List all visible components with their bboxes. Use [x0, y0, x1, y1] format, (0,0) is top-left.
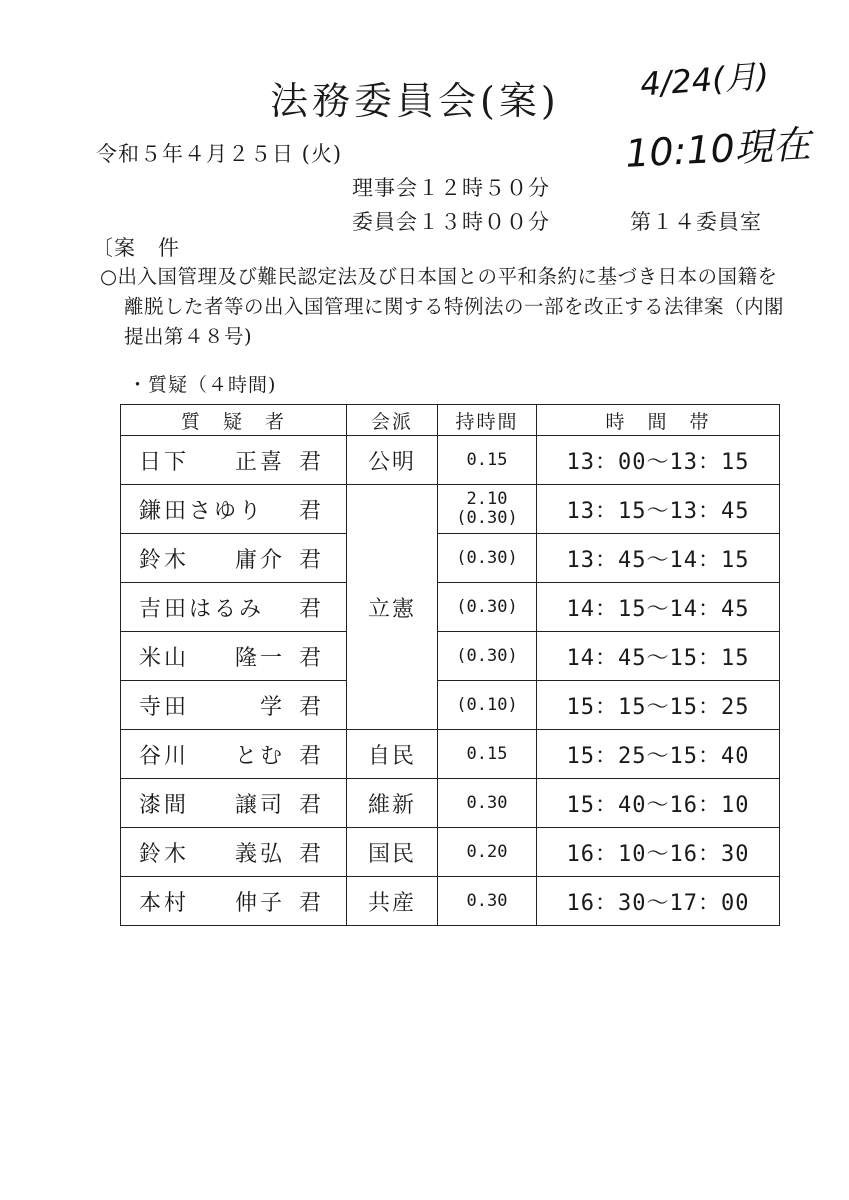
board-meeting-time: 理事会１２時５０分: [352, 176, 550, 200]
questioner-surname: 本村: [139, 890, 190, 916]
table-row: [121, 730, 780, 779]
questioner-surname: 米山: [139, 645, 190, 671]
table-row: [121, 485, 780, 534]
questioner-given-name: 庸介: [234, 547, 285, 573]
questioner-name: [121, 681, 347, 730]
questioner-name: [121, 730, 347, 779]
time-slot: 13：15～13：45: [537, 485, 780, 534]
table-row: [121, 828, 780, 877]
time-slot: 15：15～15：25: [537, 681, 780, 730]
meeting-date: 令和５年４月２５日 (火): [96, 142, 343, 166]
party-cell: 立憲: [347, 485, 438, 730]
honorific-suffix: 君: [298, 743, 324, 769]
questioner-name: [121, 583, 347, 632]
table-row: [121, 779, 780, 828]
allotted-time: [438, 877, 537, 926]
questioner-name: [121, 632, 347, 681]
allotted-time-value: (0.30): [456, 547, 518, 568]
table-row: [121, 877, 780, 926]
questioner-surname: 寺田: [139, 694, 190, 720]
header-allotted-time: 持時間: [438, 405, 537, 436]
party-cell: 公明: [347, 436, 438, 485]
allotted-time: [438, 632, 537, 681]
table-row: [121, 436, 780, 485]
questioner-name: [121, 828, 347, 877]
table-row: [121, 534, 780, 583]
allotted-time-value: 0.15: [466, 449, 508, 470]
party-cell: 自民: [347, 730, 438, 779]
honorific-suffix: 君: [298, 449, 324, 475]
handwritten-time: 10:10現在: [624, 122, 812, 176]
committee-meeting-time: 委員会１３時００分: [352, 210, 550, 234]
questioner-name: [121, 877, 347, 926]
allotted-time: [438, 534, 537, 583]
questioner-surname: 鈴木: [139, 547, 190, 573]
time-slot: 16：10～16：30: [537, 828, 780, 877]
honorific-suffix: 君: [298, 645, 324, 671]
allotted-time-value: 0.30: [466, 890, 508, 911]
questioner-given-name: 隆一: [234, 645, 285, 671]
header-party: 会派: [347, 405, 438, 436]
handwritten-date: 4/24(月): [638, 56, 771, 104]
bill-line: 提出第４８号): [124, 325, 253, 348]
time-slot: 15：40～16：10: [537, 779, 780, 828]
allotted-time-value: 2.10: [466, 489, 508, 509]
bill-description: [100, 262, 800, 352]
time-slot: 13：45～14：15: [537, 534, 780, 583]
honorific-suffix: 君: [298, 841, 324, 867]
table-row: [121, 632, 780, 681]
time-slot: 14：45～15：15: [537, 632, 780, 681]
questioner-given-name: 譲司: [234, 792, 285, 818]
time-slot: 15：25～15：40: [537, 730, 780, 779]
questioner-surname: 鎌田さゆり: [139, 498, 265, 524]
header-questioner: 質 疑 者: [121, 405, 347, 436]
bill-line: 離脱した者等の出入国管理に関する特例法の一部を改正する法律案（内閣: [124, 295, 785, 318]
allotted-time-sub-value: (0.30): [456, 508, 518, 528]
questioner-surname: 漆間: [139, 792, 190, 818]
allotted-time: [438, 730, 537, 779]
table-header-row: [121, 405, 780, 436]
allotted-time: [438, 828, 537, 877]
allotted-time-value: (0.30): [456, 596, 518, 617]
party-cell: 共産: [347, 877, 438, 926]
allotted-time-value: (0.30): [456, 645, 518, 666]
questioner-name: [121, 436, 347, 485]
questioner-surname: 谷川: [139, 743, 190, 769]
honorific-suffix: 君: [298, 792, 324, 818]
honorific-suffix: 君: [298, 694, 324, 720]
allotted-time: [438, 583, 537, 632]
questioner-given-name: とむ: [234, 743, 285, 769]
questioner-given-name: 義弘: [234, 841, 285, 867]
time-slot: 14：15～14：45: [537, 583, 780, 632]
honorific-suffix: 君: [298, 596, 324, 622]
questioner-name: [121, 779, 347, 828]
questioner-given-name: 学: [259, 694, 285, 720]
table-body: [121, 436, 780, 926]
questioner-name: [121, 485, 347, 534]
agenda-heading: 〔案 件: [92, 236, 180, 260]
allotted-time: [438, 436, 537, 485]
time-slot: 13：00～13：15: [537, 436, 780, 485]
questioner-given-name: 正喜: [234, 449, 285, 475]
allotted-time-value: (0.10): [456, 694, 518, 715]
meeting-room: 第１４委員室: [630, 210, 762, 234]
header-time-slot: 時 間 帯: [537, 405, 780, 436]
questioner-surname: 鈴木: [139, 841, 190, 867]
time-slot: 16：30～17：00: [537, 877, 780, 926]
questioner-name: [121, 534, 347, 583]
allotted-time-value: 0.30: [466, 792, 508, 813]
allotted-time-value: 0.20: [466, 841, 508, 862]
questioning-duration: ・質疑（４時間): [128, 374, 277, 396]
bill-line: ○出入国管理及び難民認定法及び日本国との平和条約に基づき日本の国籍を: [100, 265, 778, 288]
honorific-suffix: 君: [298, 890, 324, 916]
party-cell: 国民: [347, 828, 438, 877]
allotted-time: [438, 485, 537, 534]
document-title: 法務委員会(案): [270, 79, 560, 123]
table-row: [121, 681, 780, 730]
honorific-suffix: 君: [298, 547, 324, 573]
questioner-surname: 吉田はるみ: [139, 596, 265, 622]
allotted-time: [438, 681, 537, 730]
questioner-given-name: 伸子: [234, 890, 285, 916]
allotted-time-value: 0.15: [466, 743, 508, 764]
honorific-suffix: 君: [298, 498, 324, 524]
questioner-surname: 日下: [139, 449, 190, 475]
allotted-time: [438, 779, 537, 828]
party-cell: 維新: [347, 779, 438, 828]
table-row: [121, 583, 780, 632]
questioning-schedule-table: [120, 404, 780, 926]
